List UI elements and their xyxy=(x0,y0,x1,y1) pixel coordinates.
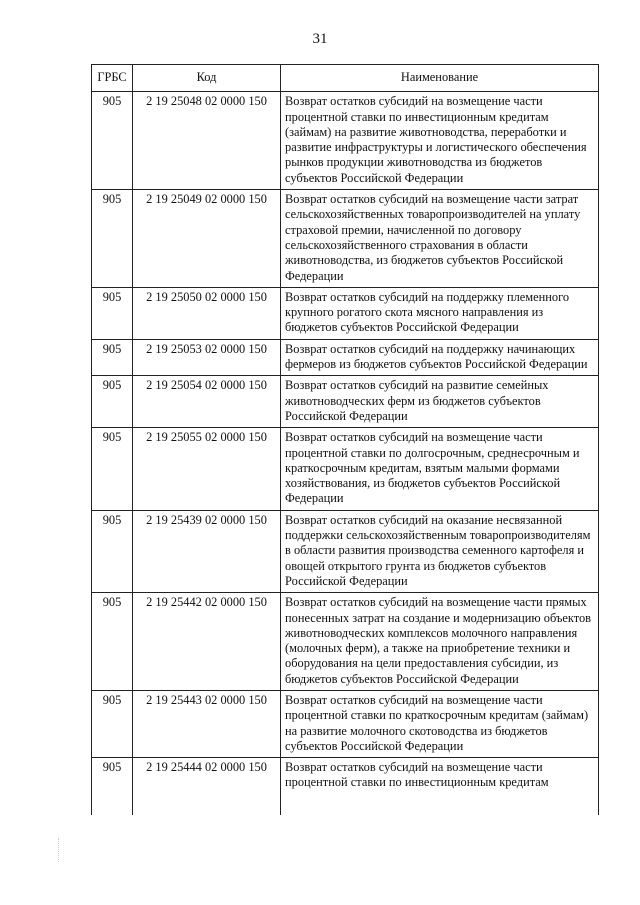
page-number: 31 xyxy=(312,31,328,47)
cell-code: 2 19 25444 02 0000 150 xyxy=(133,758,281,816)
cell-name: Возврат остатков субсидий на возмещение части процентной ставки по долгосрочным, среднесрочным и краткосрочным кредитам, взятым малыми формами хозяйствования, из бюджетов субъектов Российской Федерации xyxy=(281,428,599,510)
cell-code: 2 19 25442 02 0000 150 xyxy=(133,593,281,691)
table-row xyxy=(92,287,599,339)
cell-name: Возврат остатков субсидий на возмещение части процентной ставки по краткосрочным кредитам (займам) на развитие молочного скотоводства из бюджетов субъектов Российской Федерации xyxy=(281,690,599,757)
header-code: Код xyxy=(133,65,281,92)
cell-name: Возврат остатков субсидий на возмещение части затрат сельскохозяйственных товаропроизводителей на уплату страховой премии, начисленной по договору сельскохозяйственного страхования в области животноводства, из бюджетов субъектов Российской Федерации xyxy=(281,190,599,288)
cell-name: Возврат остатков субсидий на возмещение части процентной ставки по инвестиционным кредитам (займам) на развитие животноводства, переработки и развитие инфраструктуры и логистического обеспечения рынков продукции животноводства из бюджетов субъектов Российской Федерации xyxy=(281,92,599,190)
cell-name: Возврат остатков субсидий на оказание несвязанной поддержки сельскохозяйственным товаропроизводителям в области развития производства семенного картофеля и овощей открытого грунта из бюджетов субъектов Российской Федерации xyxy=(281,510,599,592)
cell-code: 2 19 25439 02 0000 150 xyxy=(133,510,281,592)
cell-code: 2 19 25443 02 0000 150 xyxy=(133,690,281,757)
cell-code: 2 19 25049 02 0000 150 xyxy=(133,190,281,288)
cell-name: Возврат остатков субсидий на возмещение части процентной ставки по инвестиционным кредитам xyxy=(281,758,599,816)
cell-grbs: 905 xyxy=(92,428,133,510)
table-row xyxy=(92,428,599,510)
cell-grbs: 905 xyxy=(92,92,133,190)
cell-grbs: 905 xyxy=(92,690,133,757)
cell-grbs: 905 xyxy=(92,287,133,339)
cell-name: Возврат остатков субсидий на поддержку начинающих фермеров из бюджетов субъектов Российской Федерации xyxy=(281,339,599,376)
budget-codes-table xyxy=(91,64,599,815)
table-row xyxy=(92,690,599,757)
cell-name: Возврат остатков субсидий на поддержку племенного крупного рогатого скота мясного направления из бюджетов субъектов Российской Федерации xyxy=(281,287,599,339)
table-row xyxy=(92,758,599,816)
table-row xyxy=(92,92,599,190)
cell-grbs: 905 xyxy=(92,593,133,691)
table-row xyxy=(92,376,599,428)
table-row xyxy=(92,510,599,592)
table-row xyxy=(92,339,599,376)
cell-grbs: 905 xyxy=(92,376,133,428)
cell-code: 2 19 25055 02 0000 150 xyxy=(133,428,281,510)
cell-grbs: 905 xyxy=(92,339,133,376)
table-row xyxy=(92,190,599,288)
cell-code: 2 19 25048 02 0000 150 xyxy=(133,92,281,190)
header-name: Наименование xyxy=(281,65,599,92)
cell-name: Возврат остатков субсидий на возмещение части прямых понесенных затрат на создание и модернизацию объектов животноводческих комплексов молочного направления (молочных ферм), а также на приобретение техники и оборудования на цели предоставления субсидии, из бюджетов субъектов Российской Федерации xyxy=(281,593,599,691)
cell-grbs: 905 xyxy=(92,510,133,592)
cell-grbs: 905 xyxy=(92,758,133,816)
scan-margin-mark xyxy=(58,838,60,862)
table-row xyxy=(92,593,599,691)
cell-code: 2 19 25050 02 0000 150 xyxy=(133,287,281,339)
table-header-row xyxy=(92,65,599,92)
cell-code: 2 19 25053 02 0000 150 xyxy=(133,339,281,376)
header-grbs: ГРБС xyxy=(92,65,133,92)
cell-code: 2 19 25054 02 0000 150 xyxy=(133,376,281,428)
cell-name: Возврат остатков субсидий на развитие семейных животноводческих ферм из бюджетов субъектов Российской Федерации xyxy=(281,376,599,428)
cell-grbs: 905 xyxy=(92,190,133,288)
